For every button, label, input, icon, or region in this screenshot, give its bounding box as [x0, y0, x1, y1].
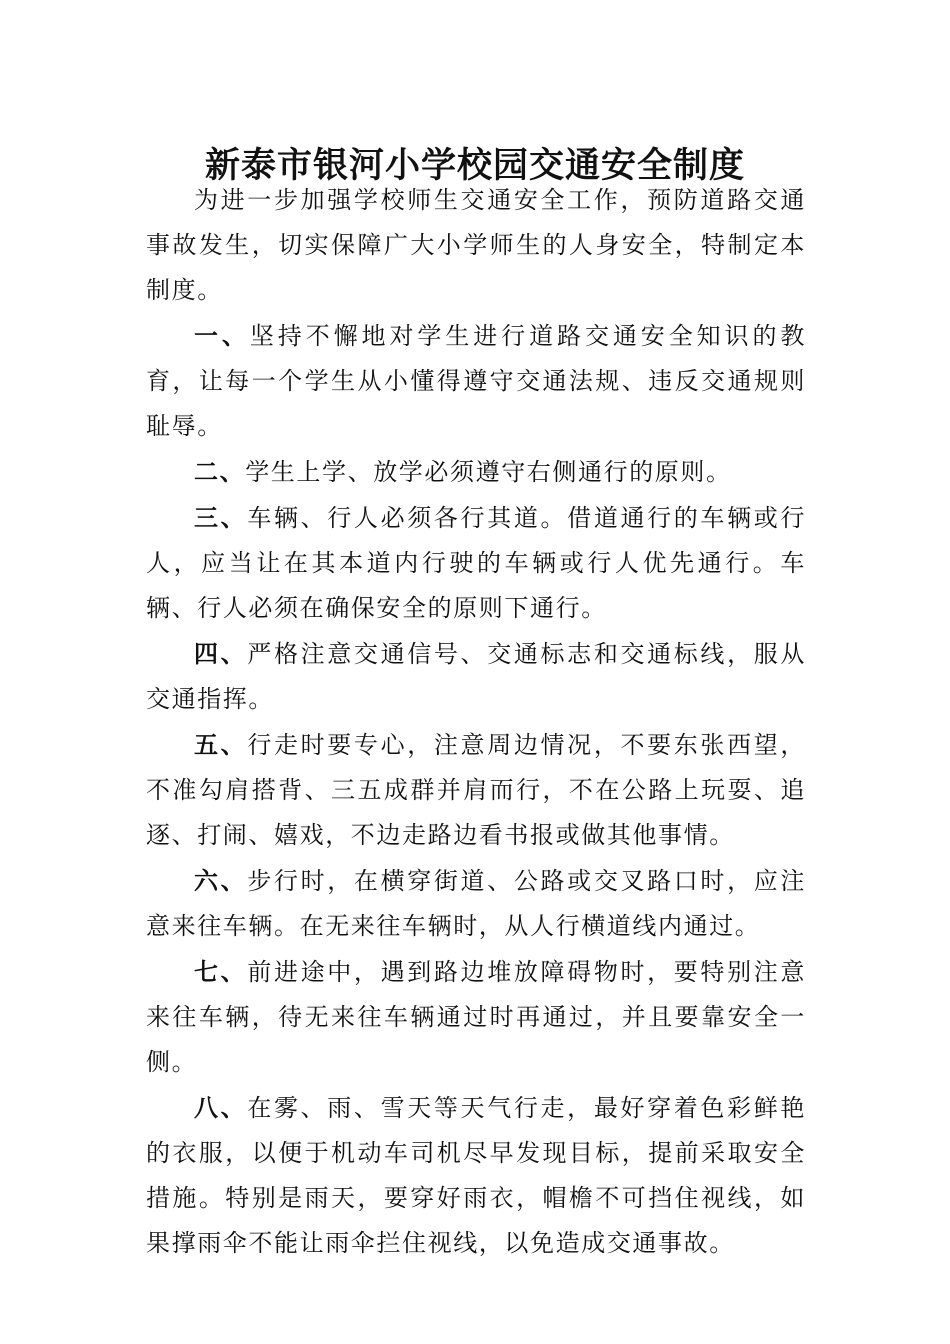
- rule-number: 二、: [194, 457, 246, 486]
- document-title: 新泰市银河小学校园交通安全制度: [204, 145, 745, 187]
- rule-number: 五、: [194, 730, 248, 759]
- document-body: [146, 178, 806, 1266]
- rule-number: 八、: [194, 1093, 248, 1122]
- rule-text: 在雾、雨、雪天等天气行走，最好穿着色彩鲜艳的衣服，以便于机动车司机尽早发现目标，提前采取安全措施。特别是雨天，要穿好雨衣，帽檐不可挡住视线，如果撑雨伞不能让雨伞拦住视线，以免造成交通事故。: [146, 1094, 806, 1257]
- rule-number: 三、: [194, 503, 248, 532]
- rule-paragraph-4: [146, 631, 806, 722]
- rule-paragraph-5: [146, 722, 806, 858]
- rule-paragraph-3: [146, 495, 806, 631]
- rule-paragraph-1: [146, 313, 806, 449]
- rule-text: 严格注意交通信号、交通标志和交通标线，服从交通指挥。: [146, 640, 806, 713]
- rule-number: 六、: [194, 866, 248, 895]
- rule-number: 一、: [194, 321, 250, 350]
- rule-paragraph-7: [146, 949, 806, 1085]
- rule-paragraph-2: [146, 449, 806, 495]
- rule-paragraph-8: [146, 1085, 806, 1266]
- rule-text: 车辆、行人必须各行其道。借道通行的车辆或行人，应当让在其本道内行驶的车辆或行人优先通行。车辆、行人必须在确保安全的原则下通行。: [146, 504, 806, 622]
- rule-text: 坚持不懈地对学生进行道路交通安全知识的教育，让每一个学生从小懂得遵守交通法规、违反交通规则耻辱。: [146, 322, 807, 440]
- rule-number: 四、: [194, 639, 248, 668]
- rule-paragraph-6: [146, 858, 806, 949]
- rule-text: 前进途中，遇到路边堆放障碍物时，要特别注意来往车辆，待无来往车辆通过时再通过，并且要靠安全一侧。: [146, 958, 806, 1076]
- rule-text: 行走时要专心，注意周边情况，不要东张西望，不准勾肩搭背、三五成群并肩而行，不在公路上玩耍、追逐、打闹、嬉戏，不边走路边看书报或做其他事情。: [146, 731, 806, 849]
- rule-number: 七、: [194, 957, 248, 986]
- intro-paragraph: 为进一步加强学校师生交通安全工作，预防道路交通事故发生，切实保障广大小学师生的人身安全，特制定本制度。: [146, 186, 806, 304]
- rule-text: 学生上学、放学必须遵守右侧通行的原则。: [245, 458, 732, 486]
- rule-text: 步行时，在横穿街道、公路或交叉路口时，应注意来往车辆。在无来往车辆时，从人行横道线内通过。: [146, 867, 806, 940]
